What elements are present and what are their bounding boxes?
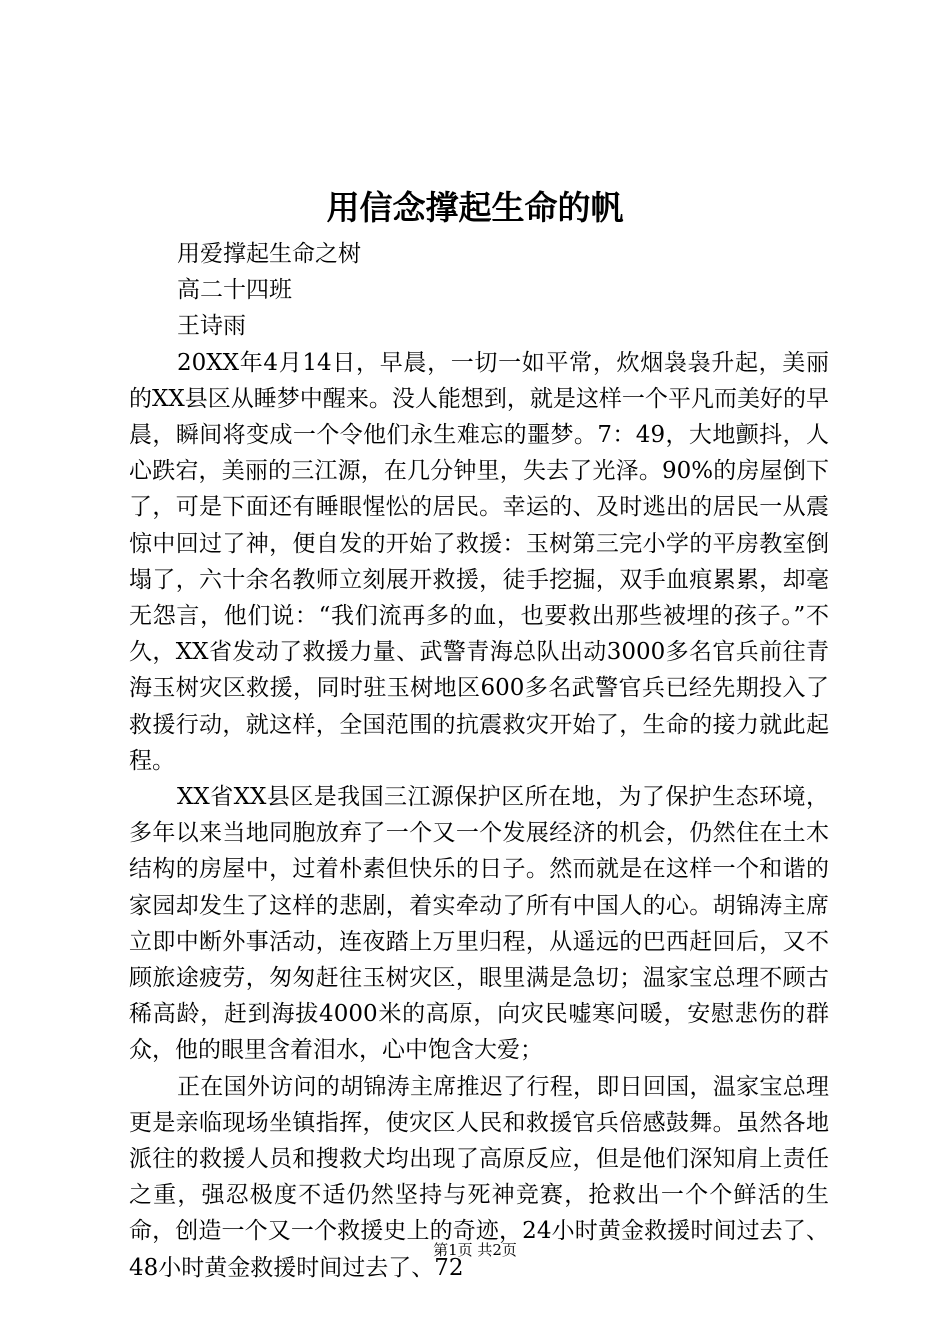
paragraph: 正在国外访问的胡锦涛主席推迟了行程，即日回国，温家宝总理更是亲临现场坐镇指挥，使灾区人民和救援官兵倍感鼓舞。虽然各地派往的救援人员和搜救犬均出现了高原反应，但是他们深知肩上责任之重，强忍极度不适仍然坚持与死神竞赛，抢救出一个个鲜活的生命，创造一个又一个救援史上的奇迹，24小时黄金救援时间过去了、48小时黄金救援时间过去了、72 bbox=[129, 1073, 829, 1281]
document-title: 用信念撑起生命的帆 bbox=[326, 188, 624, 227]
subtitle: 用爱撑起生命之树 bbox=[177, 241, 361, 267]
paragraph: 20XX年4月14日，早晨，一切一如平常，炊烟袅袅升起，美丽的XX县区从睡梦中醒来。没人能想到，就是这样一个平凡而美好的早晨，瞬间将变成一个令他们永生难忘的噩梦。7：49，大地颤抖，人心跌宕，美丽的三江源，在几分钟里，失去了光泽。90%的房屋倒下了，可是下面还有睡眼惺忪的居民。幸运的、及时逃出的居民一从震惊中回过了神，便自发的开始了救援：玉树第三完小学的平房教室倒塌了，六十余名教师立刻展开救援，徒手挖掘，双手血痕累累，却毫无怨言，他们说：“我们流再多的血，也要救出那些被埋的孩子。”不久，XX省发动了救援力量、武警青海总队出动3000多名官兵前往青海玉树灾区救援，同时驻玉树地区600多名武警官兵已经先期投入了救援行动，就这样，全国范围的抗震救灾开始了，生命的接力就此起程。 bbox=[129, 349, 829, 774]
class-name: 高二十四班 bbox=[177, 277, 292, 304]
paragraph: XX省XX县区是我国三江源保护区所在地，为了保护生态环境，多年以来当地同胞放弃了一个又一个发展经济的机会，仍然住在土木结构的房屋中，过着朴素但快乐的日子。然而就是在这样一个和谐的家园却发生了这样的悲剧，着实牵动了所有中国人的心。胡锦涛主席立即中断外事活动，连夜踏上万里归程，从遥远的巴西赶回后，又不顾旅途疲劳，匆匆赶往玉树灾区，眼里满是急切；温家宝总理不顾古稀高龄，赶到海拔4000米的高原，向灾民嘘寒问暖，安慰悲伤的群众，他的眼里含着泪水，心中饱含大爱； bbox=[129, 784, 829, 1064]
page-footer: 第1页 共2页 bbox=[433, 1241, 517, 1259]
author-name: 王诗雨 bbox=[177, 313, 246, 340]
document-body bbox=[129, 236, 829, 1286]
